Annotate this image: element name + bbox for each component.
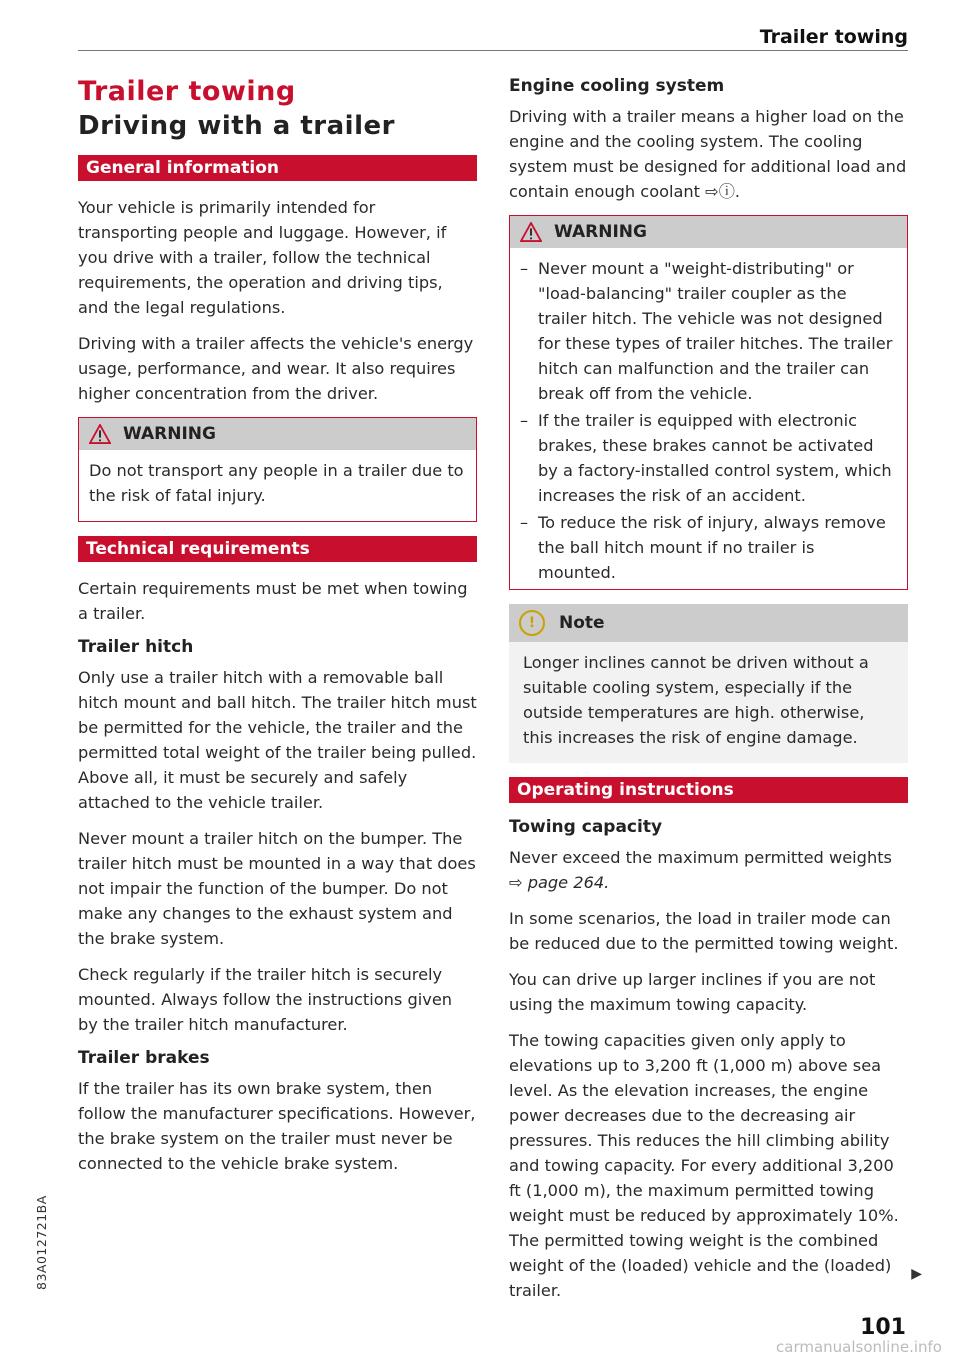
hitch-paragraph-3: Check regularly if the trailer hitch is securely mounted. Always follow the instructions given by the trailer hitch manufacturer. [78, 965, 453, 1034]
towing-capacity-heading: Towing capacity [509, 817, 663, 837]
right-column [509, 72, 908, 1314]
warning-header-2 [510, 216, 907, 248]
watermark: carmanualsonline.info [776, 1338, 942, 1356]
trailer-hitch-heading: Trailer hitch [78, 637, 194, 657]
list-item: – If the trailer is equipped with electronic brakes, these brakes cannot be activated by a factory-installed control system, which increases the risk of an accident. [520, 411, 892, 505]
left-column [78, 72, 477, 1187]
note-label: Note [559, 613, 605, 633]
page-title: Trailer towing [78, 76, 296, 107]
hitch-paragraph-1: Only use a trailer hitch with a removable ball hitch mount and ball hitch. The trailer hitch must be permitted for the vehicle, the trailer and the permitted total weight of the trailer being pulled. Above all, it must be securely and safely attached to the vehicle trailer. [78, 668, 477, 812]
towing-paragraph-3: You can drive up larger inclines if you are not using the maximum towing capacity. [509, 970, 876, 1014]
note-header [509, 604, 908, 642]
warning-triangle-icon [520, 222, 542, 242]
brakes-paragraph: If the trailer has its own brake system, then follow the manufacturer specifications. However, the brake system on the trailer must never be connected to the vehicle brake system. [78, 1079, 476, 1173]
hitch-paragraph-2: Never mount a trailer hitch on the bumper. The trailer hitch must be mounted in a way that does not impair the function of the bumper. Do not make any changes to the exhaust system and the brake system. [78, 829, 476, 948]
operating-instructions-heading: Operating instructions [509, 777, 908, 803]
warning-triangle-icon [89, 424, 111, 444]
cooling-paragraph: Driving with a trailer means a higher load on the engine and the cooling system. The cooling system must be designed for additional load and contain enough coolant ⇨ⓘ. [509, 107, 907, 201]
towing-paragraph-1: Never exceed the maximum permitted weights ⇨ page 264. [509, 848, 892, 892]
note-box [509, 604, 908, 763]
general-information-heading: General information [78, 155, 477, 181]
note-text: Longer inclines cannot be driven without a suitable cooling system, especially if the outside temperatures are high. otherwise, this increases the risk of engine damage. [523, 653, 869, 747]
trailer-brakes-heading: Trailer brakes [78, 1048, 210, 1068]
info-icon: ! [519, 610, 545, 636]
page-reference-link[interactable]: ⇨ page 264. [509, 873, 610, 892]
warning-text: Do not transport any people in a trailer due to the risk of fatal injury. [89, 461, 464, 505]
running-header: Trailer towing [759, 26, 908, 48]
warning-header [79, 418, 476, 450]
section-title: Driving with a trailer [78, 111, 395, 141]
warning-label-2: WARNING [554, 222, 647, 242]
warning-box [78, 417, 477, 522]
warning-box-2 [509, 215, 908, 590]
continue-arrow-icon: ▶ [911, 1266, 922, 1282]
list-item: – To reduce the risk of injury, always remove the ball hitch mount if no trailer is mounted. [520, 513, 886, 582]
warning-label: WARNING [123, 424, 216, 444]
towing-paragraph-2: In some scenarios, the load in trailer mode can be reduced due to the permitted towing weight. [509, 909, 899, 953]
towing-paragraph-4: The towing capacities given only apply to elevations up to 3,200 ft (1,000 m) above sea level. As the elevation increases, the engine power decreases due to the decreasing air pressures. This reduces the hill climbing ability and towing capacity. For every additional 3,200 ft (1,000 m), the maximum permitted towing weight must be reduced by approximately 10%. The permitted towing weight is the combined weight of the (loaded) vehicle and the (loaded) trailer. [509, 1031, 899, 1300]
document-code: 83A012721BA [34, 1195, 49, 1290]
general-paragraph-2: Driving with a trailer affects the vehicle's energy usage, performance, and wear. It also requires higher concentration from the driver. [78, 334, 474, 403]
engine-cooling-heading: Engine cooling system [509, 76, 725, 96]
technical-paragraph: Certain requirements must be met when towing a trailer. [78, 579, 468, 623]
list-item: – Never mount a "weight-distributing" or "load-balancing" trailer coupler as the trailer hitch. The vehicle was not designed for these types of trailer hitches. The trailer hitch can malfunction and the trailer can break off from the vehicle. [520, 259, 893, 403]
page-number: 101 [860, 1315, 906, 1340]
technical-requirements-heading: Technical requirements [78, 536, 477, 562]
header-rule [78, 50, 908, 51]
general-paragraph-1: Your vehicle is primarily intended for transporting people and luggage. However, if you drive with a trailer, follow the technical requirements, the operation and driving tips, and the legal regulations. [78, 198, 447, 317]
